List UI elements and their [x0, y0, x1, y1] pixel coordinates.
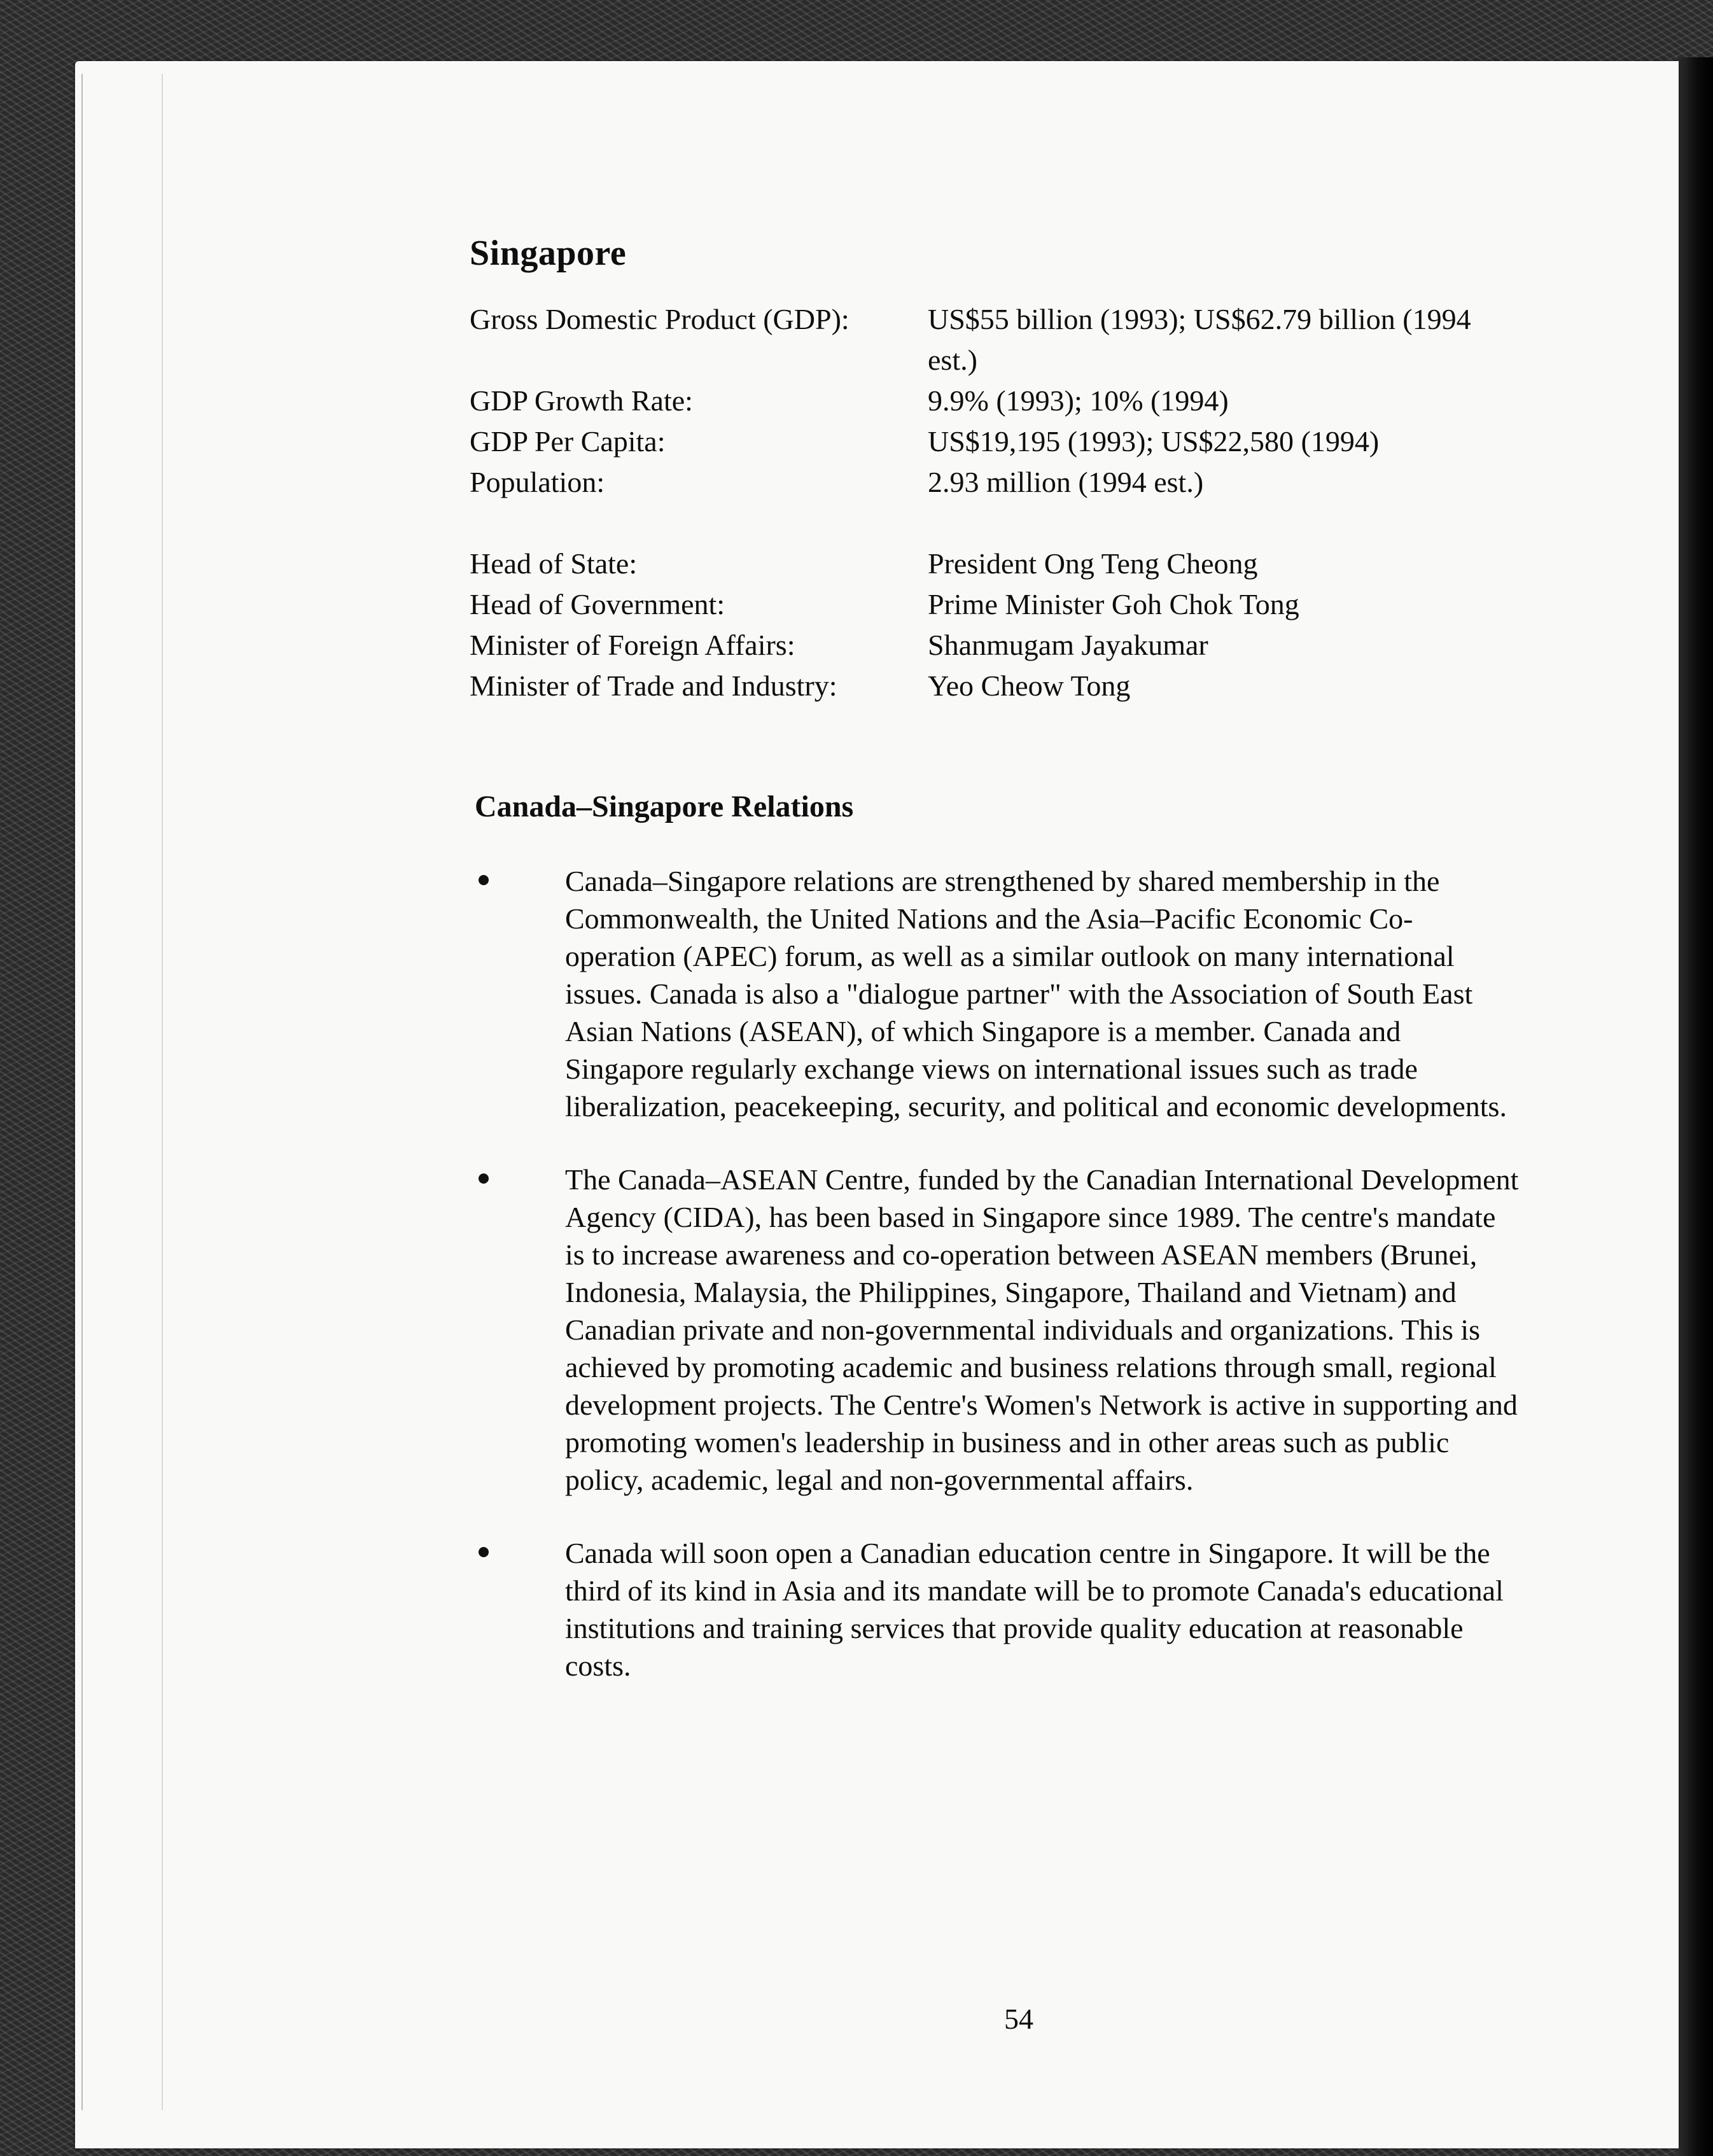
fact-value: 2.93 million (1994 est.)	[928, 466, 1204, 498]
page-edge-shadow	[1675, 57, 1713, 2156]
official-row	[470, 584, 1628, 625]
binding-line	[81, 74, 83, 2110]
list-item-text: The Canada–ASEAN Centre, funded by the Canadian International Development Agency (CIDA), has been based in Singapore since 1989. The centre's mandate is to increase awareness and co-operation between ASEAN members (Brunei, Indonesia, Malaysia, the Philippines, Singapore, Thailand and Vietnam) and Canadian private and non-governmental individuals and organizations. This is achieved by promoting academic and business relations through small, regional development projects. The Centre's Women's Network is active in supporting and promoting women's leadership in business and in other areas such as public policy, academic, legal and non-governmental affairs.	[565, 1163, 1519, 1496]
bullet-icon	[470, 862, 565, 1125]
bullet-icon	[470, 1161, 565, 1499]
official-label: Head of Government:	[470, 588, 725, 620]
official-label: Minister of Trade and Industry:	[470, 669, 837, 702]
bullet-icon	[470, 1534, 565, 1684]
fact-value: US$19,195 (1993); US$22,580 (1994)	[928, 425, 1380, 458]
page-content	[470, 233, 1628, 1720]
list-item-text: Canada will soon open a Canadian education centre in Singapore. It will be the third of its kind in Asia and its mandate will be to promote Canada's educational institutions and training services that provide quality education at reasonable costs.	[565, 1537, 1504, 1682]
page-number: 54	[1004, 2003, 1033, 2035]
list-item	[470, 862, 1628, 1125]
list-item-text: Canada–Singapore relations are strengthened by shared membership in the Commonwealth, the United Nations and the Asia–Pacific Economic Co-operation (APEC) forum, as well as a similar outlook on many international issues. Canada is also a "dialogue partner" with the Association of South East Asian Nations (ASEAN), of which Singapore is a member. Canada and Singapore regularly exchange views on international issues such as trade liberalization, peacekeeping, security, and political and economic developments.	[565, 865, 1507, 1123]
official-label: Minister of Foreign Affairs:	[470, 629, 795, 661]
fact-label: Gross Domestic Product (GDP):	[470, 303, 850, 335]
official-value: Prime Minister Goh Chok Tong	[928, 588, 1299, 620]
economic-facts	[470, 299, 1628, 706]
fact-row	[470, 299, 1628, 381]
official-row	[470, 666, 1628, 706]
relations-list	[470, 862, 1628, 1684]
official-value: Yeo Cheow Tong	[928, 669, 1131, 702]
official-label: Head of State:	[470, 547, 638, 580]
country-title: Singapore	[470, 234, 627, 273]
spacer	[470, 503, 1628, 543]
fact-row	[470, 381, 1628, 421]
fact-label: Population:	[470, 466, 605, 498]
fact-row	[470, 421, 1628, 462]
list-item	[470, 1161, 1628, 1499]
document-page	[75, 61, 1679, 2148]
section-title: Canada–Singapore Relations	[475, 790, 854, 823]
fact-row	[470, 462, 1628, 503]
official-value: Shanmugam Jayakumar	[928, 629, 1208, 661]
official-row	[470, 543, 1628, 584]
fact-label: GDP Growth Rate:	[470, 384, 693, 417]
list-item	[470, 1534, 1628, 1684]
official-value: President Ong Teng Cheong	[928, 547, 1258, 580]
binding-line	[162, 74, 163, 2110]
fact-value: 9.9% (1993); 10% (1994)	[928, 384, 1229, 417]
official-row	[470, 625, 1628, 666]
fact-label: GDP Per Capita:	[470, 425, 666, 458]
fact-value: US$55 billion (1993); US$62.79 billion (1994 est.)	[928, 303, 1471, 376]
